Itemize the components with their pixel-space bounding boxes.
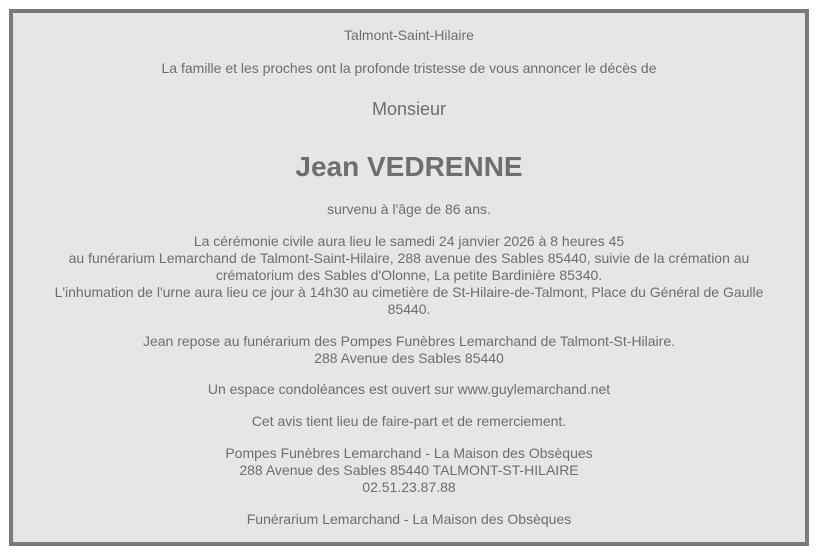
obituary-notice <box>9 9 809 546</box>
funeral-home-address: 288 Avenue des Sables 85440 TALMONT-ST-HILAIRE <box>239 462 579 478</box>
repose-line-2: 288 Avenue des Sables 85440 <box>314 350 504 366</box>
faire-part-line: Cet avis tient lieu de faire-part et de remerciement. <box>251 413 567 429</box>
funeral-home-name: Pompes Funèbres Lemarchand - La Maison des Obsèques <box>225 445 593 461</box>
intro-line: La famille et les proches ont la profonde tristesse de vous annoncer le décès de <box>161 60 657 76</box>
condolences-line: Un espace condoléances est ouvert sur www.guylemarchand.net <box>207 381 611 397</box>
footer-line: Funérarium Lemarchand - La Maison des Obsèques <box>246 511 572 527</box>
ceremony-line-2: au funérarium Lemarchand de Talmont-Saint-Hilaire, 288 avenue des Sables 85440, suivie de la crémation au <box>68 250 750 266</box>
honorific-title: Monsieur <box>371 99 447 119</box>
city-line: Talmont-Saint-Hilaire <box>344 27 474 43</box>
age-line: survenu à l'âge de 86 ans. <box>327 201 491 217</box>
ceremony-line-3: crématorium des Sables d'Olonne, La petite Bardinière 85340. <box>215 267 603 283</box>
repose-line-1: Jean repose au funérarium des Pompes Funèbres Lemarchand de Talmont-St-Hilaire. <box>142 333 676 349</box>
ceremony-line-5: 85440. <box>387 301 431 317</box>
ceremony-line-4: L'inhumation de l'urne aura lieu ce jour à 14h30 au cimetière de St-Hilaire-de-Talmont, Place du Général de Gaulle <box>54 284 764 300</box>
ceremony-line-1: La cérémonie civile aura lieu le samedi 24 janvier 2026 à 8 heures 45 <box>193 233 625 249</box>
deceased-name: Jean VEDRENNE <box>295 151 523 182</box>
funeral-home-phone: 02.51.23.87.88 <box>362 479 456 495</box>
